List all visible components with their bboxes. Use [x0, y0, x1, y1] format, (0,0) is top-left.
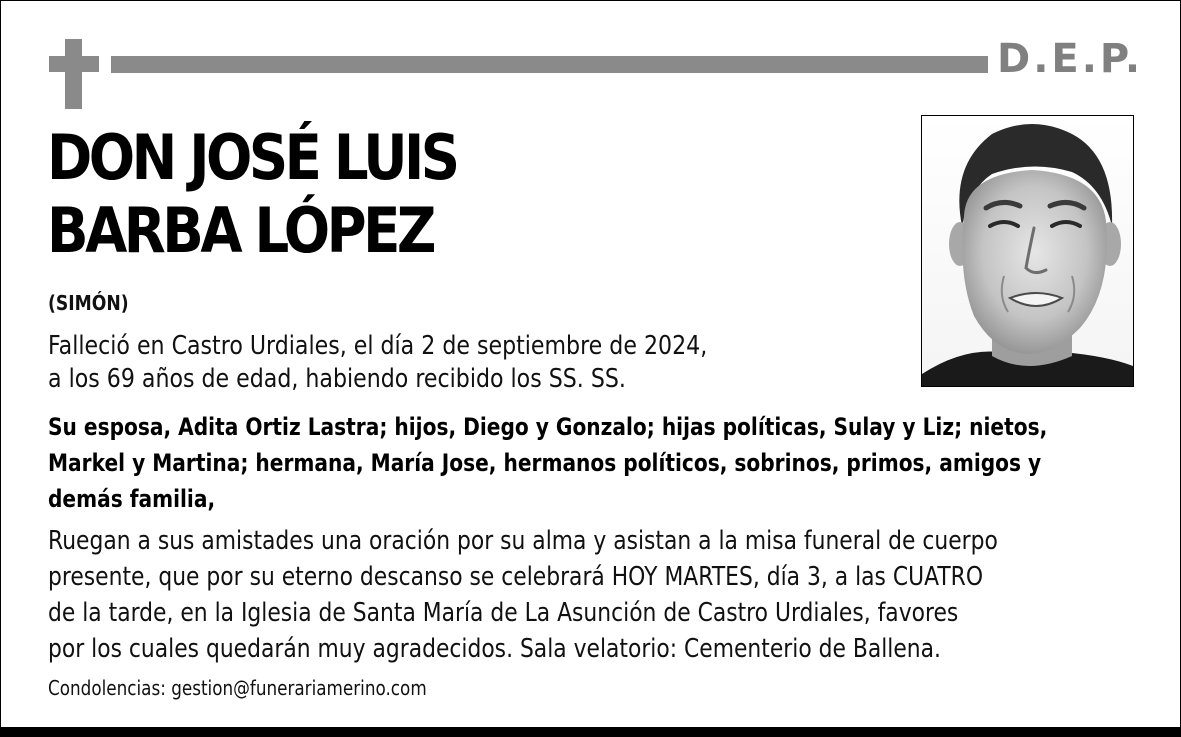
- funeral-line-2: presente, que por su eterno descanso se celebrará HOY MARTES, día 3, a las CUATRO: [48, 562, 984, 592]
- funeral-line-4: por los cuales quedarán muy agradecidos. Sala velatorio: Cementerio de Ballena.: [48, 634, 941, 664]
- cross-icon: [49, 39, 99, 109]
- death-line-1: Falleció en Castro Urdiales, el día 2 de septiembre de 2024,: [48, 331, 708, 361]
- dep-label: D.E.P.: [997, 36, 1144, 82]
- family-list: [48, 409, 1047, 517]
- portrait-illustration: [922, 116, 1133, 386]
- funeral-line-1: Ruegan a sus amistades una oración por su alma y asistan a la misa funeral de cuerpo: [48, 526, 998, 556]
- family-line-1: Su esposa, Adita Ortiz Lastra; hijos, Diego y Gonzalo; hijas políticas, Sulay y Liz; nietos,: [48, 413, 1048, 441]
- name-line-2: BARBA LÓPEZ: [47, 194, 433, 267]
- death-line-2: a los 69 años de edad, habiendo recibido los SS. SS.: [48, 364, 626, 394]
- family-line-2: Markel y Martina; hermana, María Jose, hermanos políticos, sobrinos, primos, amigos y: [48, 449, 1042, 477]
- funeral-details: [48, 523, 998, 667]
- condolences-contact: Condolencias: gestion@funerariamerino.com: [48, 676, 427, 700]
- funeral-line-3: de la tarde, en la Iglesia de Santa María de La Asunción de Castro Urdiales, favores: [48, 598, 959, 628]
- portrait-photo: [921, 115, 1134, 387]
- family-line-3: demás familia,: [48, 485, 216, 513]
- name-line-1: DON JOSÉ LUIS: [47, 121, 457, 194]
- death-notice: [48, 330, 707, 396]
- nickname: (SIMÓN): [48, 291, 129, 315]
- footer-rule: [0, 727, 1181, 737]
- deceased-name: [47, 121, 457, 267]
- header-rule: [111, 56, 988, 73]
